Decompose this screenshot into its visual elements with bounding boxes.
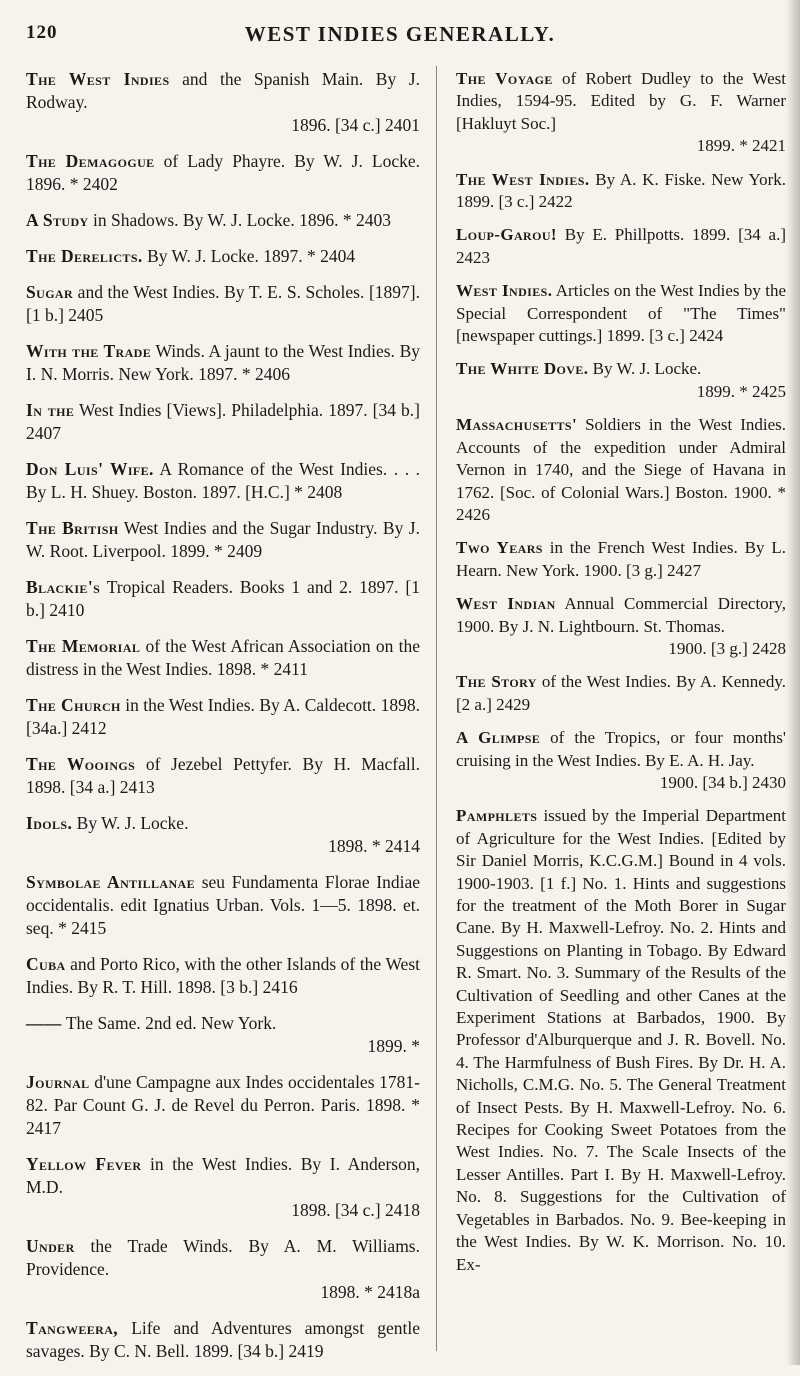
page-edge-shadow xyxy=(786,0,800,1365)
entry-title: The Demagogue xyxy=(26,151,155,171)
entry-title: Cuba xyxy=(26,954,66,974)
entry-text: in the West Indies. By A. Caldecott. 1898. [34a.] 2412 xyxy=(26,695,420,738)
entry-date-number: 1896. [34 c.] 2401 xyxy=(291,115,420,135)
entry-text: Annual Commercial Directory, 1900. By J. N. Lightbourn. St. Thomas. xyxy=(456,594,786,636)
entry-text: and the Spanish Main. By J. Rodway. xyxy=(26,69,420,112)
entry-title: Two Years xyxy=(456,538,543,558)
entry-text: A Romance of the West Indies. . . . By L. H. Shuey. Boston. 1897. [H.C.] * 2408 xyxy=(26,459,420,502)
entry-text: By W. J. Locke. xyxy=(72,813,189,833)
catalog-entry xyxy=(456,224,786,269)
entry-text: Life and Adventures amongst gentle savages. By C. N. Bell. 1899. [34 b.] 2419 xyxy=(26,1318,420,1361)
entry-text: the Trade Winds. By A. M. Williams. Providence. xyxy=(26,1236,420,1279)
catalog-entry xyxy=(26,1317,420,1363)
entry-title: The Memorial xyxy=(26,636,141,656)
catalog-entry xyxy=(26,458,420,504)
entry-title: A Study xyxy=(26,210,89,230)
entry-text: and Porto Rico, with the other Islands of the West Indies. By R. T. Hill. 1898. [3 b.] 2416 xyxy=(26,954,420,997)
catalog-entry xyxy=(456,727,786,794)
catalog-entry xyxy=(456,671,786,716)
catalog-entry xyxy=(26,576,420,622)
catalog-entry xyxy=(26,68,420,137)
entry-title: Under xyxy=(26,1236,75,1256)
entry-title: Massachusetts' xyxy=(456,415,578,435)
entry-title: A Glimpse xyxy=(456,728,541,748)
entry-text: Soldiers in the West Indies. Accounts of the expedition under Admiral Vernon in 1740, and the Siege of Havana in 1762. [Soc. of Colonial Wars.] Boston. 1900. * 2426 xyxy=(456,415,786,524)
left-column xyxy=(26,68,420,1376)
catalog-entry xyxy=(26,281,420,327)
catalog-entry xyxy=(26,1235,420,1304)
entry-title: The West Indies xyxy=(26,69,170,89)
catalog-entry xyxy=(456,169,786,214)
entry-title: With the Trade xyxy=(26,341,152,361)
entry-title: Yellow Fever xyxy=(26,1154,142,1174)
right-column xyxy=(456,68,786,1287)
catalog-entry xyxy=(26,1071,420,1140)
entry-title: West Indian xyxy=(456,594,556,614)
entry-text: By W. J. Locke. xyxy=(588,359,702,379)
catalog-entry xyxy=(456,805,786,1276)
catalog-entry xyxy=(456,414,786,526)
entry-date-number: 1900. [34 b.] 2430 xyxy=(659,772,786,792)
entry-text: The Same. 2nd ed. New York. xyxy=(61,1013,277,1033)
entry-text: By E. Phillpotts. 1899. [34 a.] 2423 xyxy=(456,225,786,267)
entry-text: Tropical Readers. Books 1 and 2. 1897. [1 b.] 2410 xyxy=(26,577,420,620)
entry-text: of the West African Association on the distress in the West Indies. 1898. * 2411 xyxy=(26,636,421,679)
catalog-entry xyxy=(456,68,786,158)
entry-text: Winds. A jaunt to the West Indies. By I. N. Morris. New York. 1897. * 2406 xyxy=(26,341,420,384)
entry-date-number: 1899. * 2421 xyxy=(696,136,786,156)
entry-text: in Shadows. By W. J. Locke. 1896. * 2403 xyxy=(88,210,391,230)
entry-title: The Voyage xyxy=(456,69,553,88)
entry-text: Articles on the West Indies by the Special Correspondent of "The Times" [newspaper cuttings.] 1899. [3 c.] 2424 xyxy=(456,281,786,346)
catalog-entry xyxy=(456,593,786,660)
entry-title: The Church xyxy=(26,695,121,715)
catalog-entry xyxy=(26,871,420,940)
running-title: WEST INDIES GENERALLY. xyxy=(244,22,556,46)
entry-title: Blackie's xyxy=(26,577,101,597)
entry-title: The Story xyxy=(456,672,537,692)
catalog-entry xyxy=(26,209,420,232)
catalog-entry xyxy=(26,635,420,681)
catalog-entry xyxy=(26,1012,420,1058)
entry-date-number: 1898. [34 c.] 2418 xyxy=(291,1200,420,1220)
catalog-entry xyxy=(26,753,420,799)
entry-title: Sugar xyxy=(26,282,74,302)
entry-title: Loup-Garou! xyxy=(456,225,557,245)
column-divider xyxy=(436,66,437,1351)
catalog-entry xyxy=(456,358,786,403)
catalog-entry xyxy=(26,694,420,740)
entry-title: Idols. xyxy=(26,813,73,833)
catalog-entry xyxy=(26,1153,420,1222)
entry-date-number: 1898. * 2418a xyxy=(320,1282,420,1302)
entry-title: The White Dove. xyxy=(456,359,589,379)
catalog-entry xyxy=(26,245,420,268)
entry-text: issued by the Imperial Department of Agriculture for the West Indies. [Edited by Sir Daniel Morris, K.C.G.M.] Bound in 4 vols. 1900-1903. [1 f.] No. 1. Hints and suggestions for the treatment of the Moth Borer in Sugar Cane. By H. Maxwell-Lefroy. No. 2. Hints and Suggestions on Planting in Tobago. By Edward R. Smart. No. 3. Summary of the Results of the Cultivation of Seedling and other Canes at the Experiment Stations at Barbados, 1900. By Professor d'Alburquerque and J. R. Bovell. No. 4. The Harmfulness of Bush Fires. By Dr. H. A. Nicholls, C.M.G. No. 5. The General Treatment of Insect Pests. By H. Maxwell-Lefroy. No. 6. Recipes for Cooking Sweet Potatoes from the West Indies. No. 7. The Scale Insects of the Lesser Antilles. Part I. By H. Maxwell-Lefroy. No. 8. Suggestions for the Cultivation of Vegetables in Barbados. No. 9. Bee-keeping in the West Indies. By W. K. Morrison. No. 10. Ex- xyxy=(456,806,786,1274)
entry-text: d'une Campagne aux Indes occidentales 1781-82. Par Count G. J. de Revel du Perron. Paris. 1898. * 2417 xyxy=(26,1072,420,1138)
entry-title: Symbolae Antillanae xyxy=(26,872,196,892)
catalog-entry xyxy=(26,953,420,999)
page-number: 120 xyxy=(26,22,58,43)
entry-title: The West Indies. xyxy=(456,169,590,189)
entry-title: Tangweera, xyxy=(26,1318,119,1338)
entry-title: Pamphlets xyxy=(456,806,538,826)
entry-title: West Indies. xyxy=(456,281,553,301)
entry-date-number: 1899. * 2425 xyxy=(696,381,786,401)
catalog-entry xyxy=(456,280,786,347)
entry-text: of Lady Phayre. By W. J. Locke. 1896. * 2402 xyxy=(26,151,420,194)
entry-text: seu Fundamenta Florae Indiae occidentalis. edit Ignatius Urban. Vols. 1—5. 1898. et. seq. * 2415 xyxy=(26,872,420,938)
entry-text: By A. K. Fiske. New York. 1899. [3 c.] 2422 xyxy=(456,169,786,212)
entry-title: The Wooings xyxy=(26,754,136,774)
entry-date-number: 1900. [3 g.] 2428 xyxy=(668,638,786,658)
entry-text: By W. J. Locke. 1897. * 2404 xyxy=(142,246,356,266)
entry-text: of the West Indies. By A. Kennedy. [2 a.] 2429 xyxy=(456,672,786,714)
page-header xyxy=(26,22,774,56)
entry-date-number: 1899. * xyxy=(367,1036,420,1056)
entry-text: West Indies [Views]. Philadelphia. 1897. [34 b.] 2407 xyxy=(26,400,421,443)
entry-title: Don Luis' Wife. xyxy=(26,459,154,479)
entry-title: —— xyxy=(26,1013,62,1033)
catalog-entry xyxy=(26,399,420,445)
entry-title: In the xyxy=(26,400,75,420)
entry-text: in the French West Indies. By L. Hearn. New York. 1900. [3 g.] 2427 xyxy=(456,538,786,580)
entry-title: The British xyxy=(26,518,119,538)
entry-title: Journal xyxy=(26,1072,90,1092)
catalog-entry xyxy=(26,340,420,386)
catalog-entry xyxy=(456,537,786,582)
catalog-entry xyxy=(26,812,420,858)
entry-title: The Derelicts. xyxy=(26,246,143,266)
entry-text: of Jezebel Pettyfer. By H. Macfall. 1898. [34 a.] 2413 xyxy=(26,754,420,797)
entry-text: and the West Indies. By T. E. S. Scholes. [1897]. [1 b.] 2405 xyxy=(26,282,420,325)
entry-text: of the Tropics, or four months' cruising in the West Indies. By E. A. H. Jay. xyxy=(456,728,786,770)
entry-date-number: 1898. * 2414 xyxy=(328,836,420,856)
entry-text: West Indies and the Sugar Industry. By J. W. Root. Liverpool. 1899. * 2409 xyxy=(26,518,420,561)
entry-text: in the West Indies. By I. Anderson, M.D. xyxy=(26,1154,420,1197)
entry-text: of Robert Dudley to the West Indies, 1594-95. Edited by G. F. Warner [Hakluyt Soc.] xyxy=(456,69,786,133)
catalog-entry xyxy=(26,150,420,196)
catalog-entry xyxy=(26,517,420,563)
